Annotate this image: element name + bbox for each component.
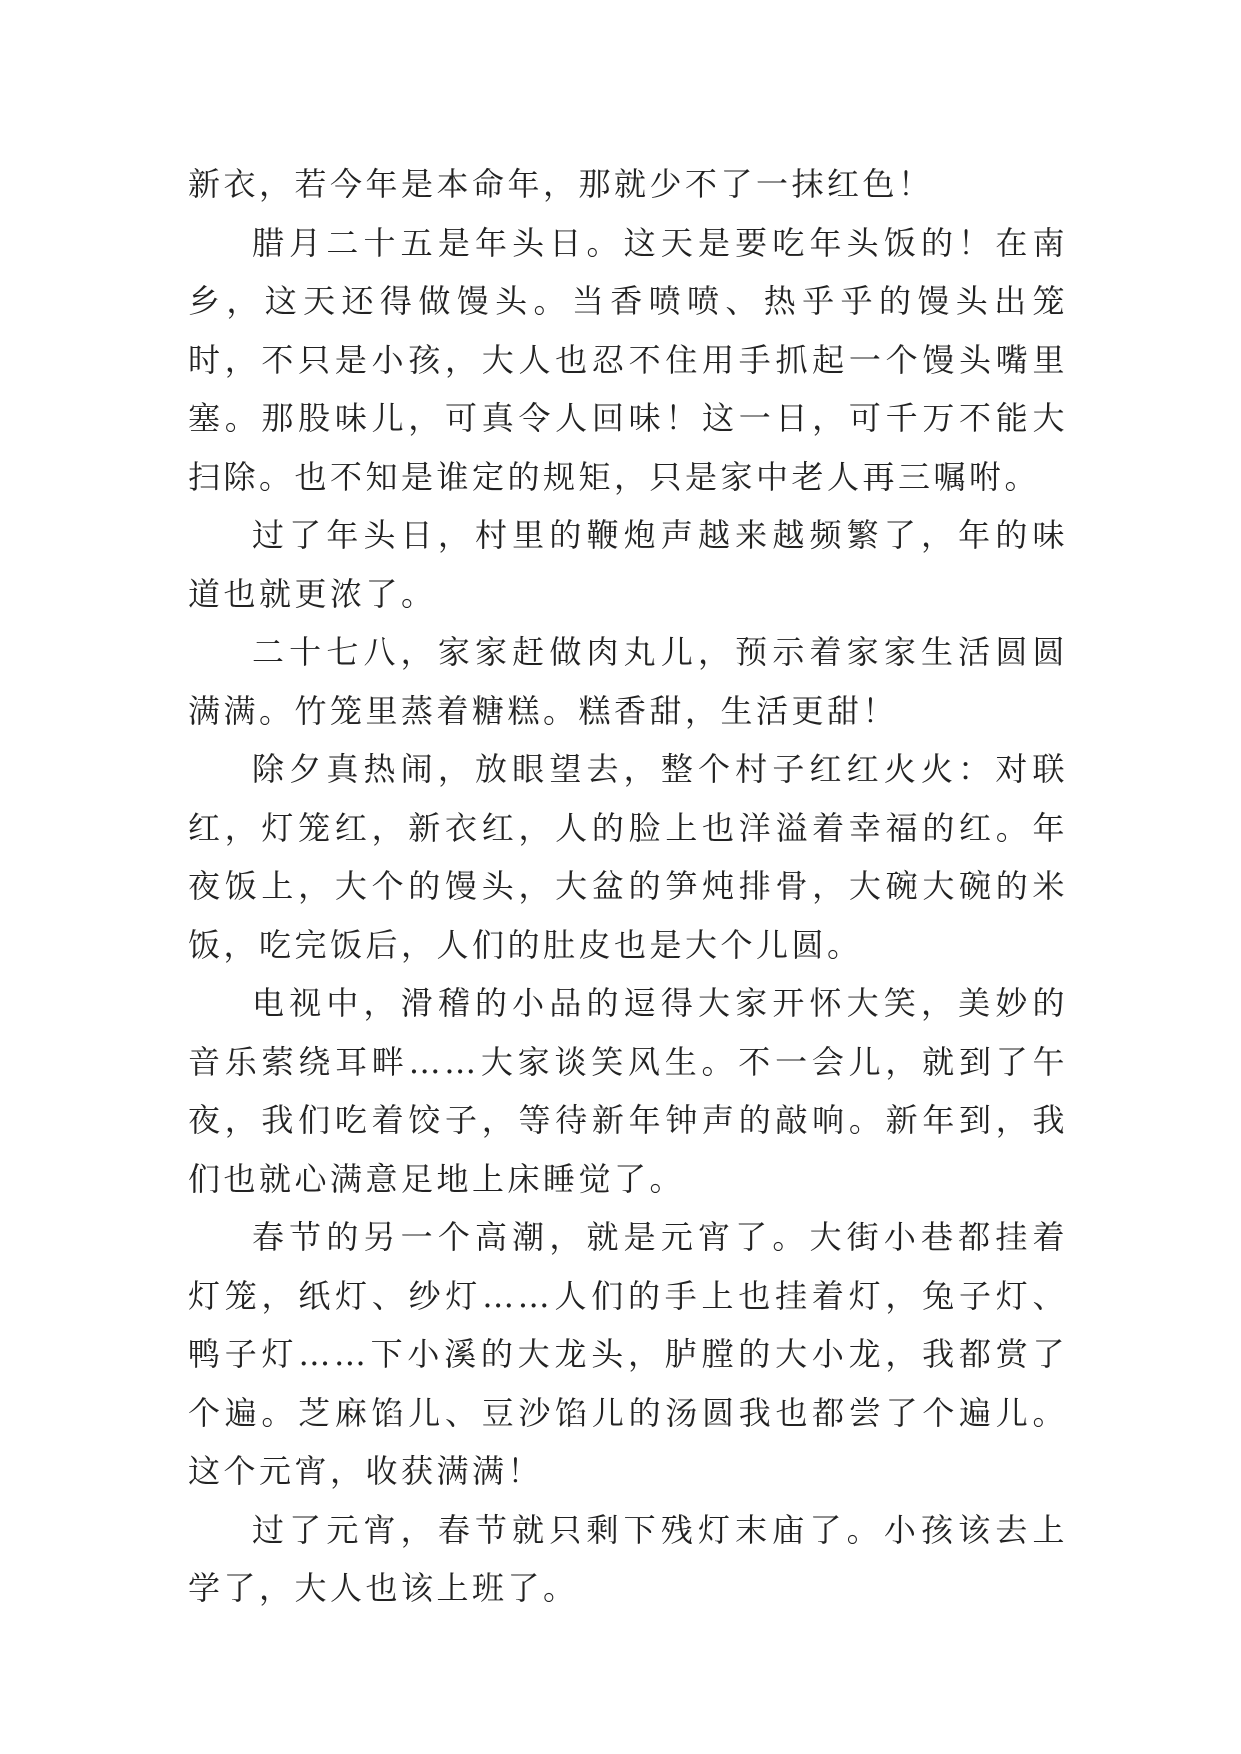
document-body (188, 155, 1068, 1618)
paragraph: 二十七八，家家赶做肉丸儿，预示着家家生活圆圆满满。竹笼里蒸着糖糕。糕香甜，生活更甜！ (188, 633, 1068, 730)
paragraph: 腊月二十五是年头日。这天是要吃年头饭的！在南乡，这天还得做馒头。当香喷喷、热乎乎的馒头出笼时，不只是小孩，大人也忍不住用手抓起一个馒头嘴里塞。那股味儿，可真令人回味！这一日，可千万不能大扫除。也不知是谁定的规矩，只是家中老人再三嘱咐。 (188, 223, 1068, 496)
paragraph: 电视中，滑稽的小品的逗得大家开怀大笑，美妙的音乐萦绕耳畔……大家谈笑风生。不一会儿，就到了午夜，我们吃着饺子，等待新年钟声的敲响。新年到，我们也就心满意足地上床睡觉了。 (188, 984, 1068, 1198)
paragraph: 春节的另一个高潮，就是元宵了。大街小巷都挂着灯笼，纸灯、纱灯……人们的手上也挂着灯，兔子灯、鸭子灯……下小溪的大龙头，胪膛的大小龙，我都赏了个遍。芝麻馅儿、豆沙馅儿的汤圆我也都尝了个遍儿。这个元宵，收获满满！ (188, 1218, 1068, 1490)
paragraph: 过了年头日，村里的鞭炮声越来越频繁了，年的味道也就更浓了。 (188, 516, 1068, 613)
paragraph: 新衣，若今年是本命年，那就少不了一抹红色！ (188, 165, 934, 203)
paragraph: 除夕真热闹，放眼望去，整个村子红红火火：对联红，灯笼红，新衣红，人的脸上也洋溢着幸福的红。年夜饭上，大个的馒头，大盆的笋炖排骨，大碗大碗的米饭，吃完饭后，人们的肚皮也是大个儿圆。 (188, 750, 1068, 964)
paragraph: 过了元宵，春节就只剩下残灯末庙了。小孩该去上学了，大人也该上班了。 (188, 1510, 1068, 1607)
